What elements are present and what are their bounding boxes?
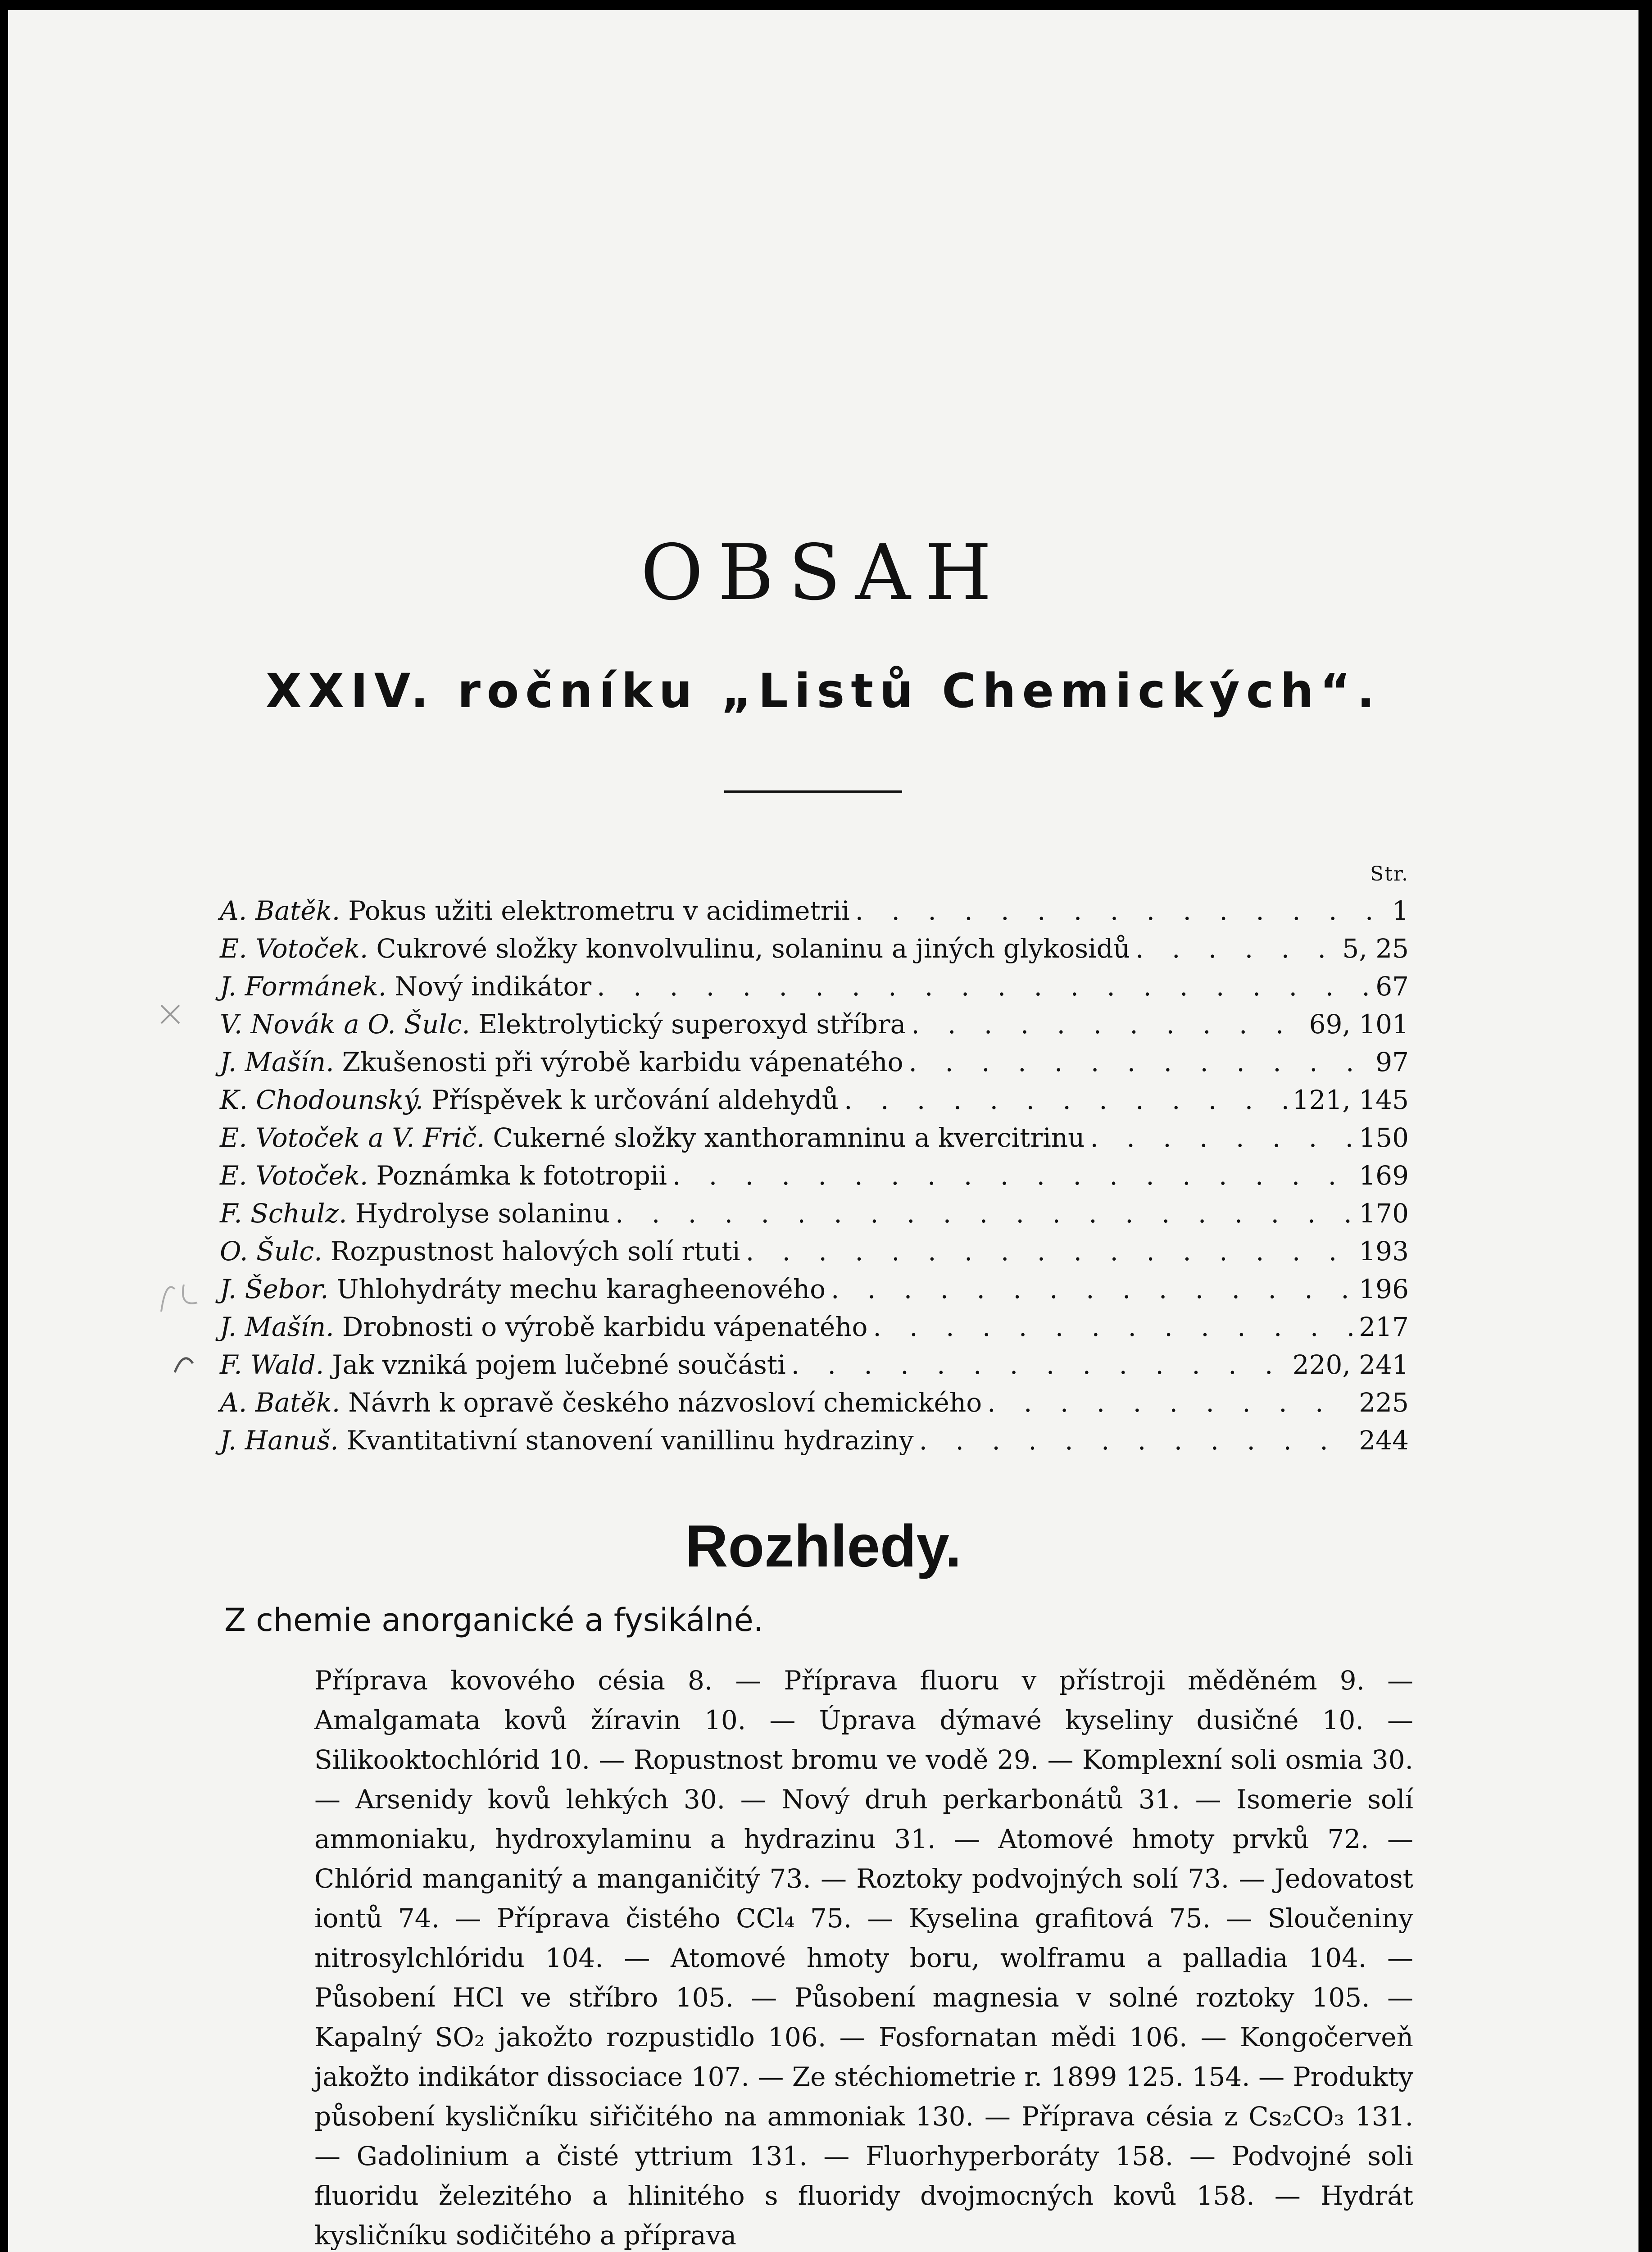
toc-leader-dots: [746, 1232, 1354, 1270]
toc-entry-title: Nový indikátor: [395, 971, 592, 1002]
review-paragraph: Příprava kovového césia 8. — Příprava fluoru v přístroji měděném 9. — Amalgamata kovů žíravin 10. — Úprava dýmavé kyseliny dusičné 10. — Silikooktochlórid 10. — Ropustnost bromu ve vodě 29. — Komplexní soli osmia 30. — Arsenidy kovů lehkých 30. — Nový druh perkarbonátů 31. — Isomerie solí ammoniaku, hydroxylaminu a hydrazinu 31. — Atomové hmoty prvků 72. — Chlórid manganitý a manganičitý 73. — Roztoky podvojných solí 73. — Jedovatost iontů 74. — Příprava čistého CCl₄ 75. — Kyselina grafitová 75. — Sloučeniny nitrosylchlóridu 104. — Atomové hmoty boru, wolframu a palladia 104. — Působení HCl ve stříbro 105. — Působení magnesia v solné roztoky 105. — Kapalný SO₂ jakožto rozpustidlo 106. — Fosfornatan mědi 106. — Kongočerveň jakožto indikátor dissociace 107. — Ze stéchiometrie r. 1899 125. 154. — Produkty působení kysličníku siřičitého na ammoniak 130. — Příprava césia z Cs₂CO₃ 131. — Gadolinium a čisté yttrium 131. — Fluorhyperboráty 158. — Podvojné soli fluoridu železitého a hlinitého s fluoridy dvojmocných kovů 158. — Hydrát kysličníku sodičitého a příprava: [314, 1665, 1413, 2251]
document-page: [8, 10, 1638, 2252]
toc-entry: [220, 1232, 1409, 1270]
toc-leader-dots: [844, 1081, 1287, 1119]
toc-entry-title: Hydrolyse solaninu: [355, 1198, 610, 1229]
toc-entry-pages: 217: [1359, 1312, 1409, 1342]
toc-entry-pages: 67: [1375, 971, 1409, 1002]
toc-entry-author: J. Formánek.: [220, 971, 387, 1002]
toc-entry-pages: 5, 25: [1342, 933, 1409, 964]
table-of-contents: [220, 892, 1409, 1459]
toc-entry: [220, 1081, 1409, 1119]
toc-entry: [220, 1005, 1409, 1043]
toc-entry-author: E. Votoček.: [220, 1160, 368, 1191]
volume-subtitle: XXIV. ročníku „Listů Chemických“.: [265, 663, 1381, 718]
toc-entry-author: E. Votoček a V. Frič.: [220, 1122, 485, 1153]
toc-entry-title: Zkušenosti při výrobě karbidu vápenatého: [342, 1047, 903, 1077]
toc-leader-dots: [919, 1421, 1354, 1459]
toc-leader-dots: [909, 1043, 1371, 1081]
toc-entry-title: Návrh k opravě českého názvosloví chemického: [348, 1387, 982, 1418]
toc-entry: [220, 1157, 1409, 1194]
toc-entry-author: A. Batěk.: [220, 1387, 340, 1418]
toc-entry-pages: 170: [1359, 1198, 1409, 1229]
toc-leader-dots: [615, 1194, 1353, 1232]
toc-leader-dots: [911, 1005, 1303, 1043]
toc-entry-pages: 121, 145: [1292, 1085, 1409, 1115]
toc-entry-title: Rozpustnost halových solí rtuti: [330, 1236, 740, 1267]
toc-entry-pages: 1: [1392, 895, 1409, 926]
toc-entry-title: Kvantitativní stanovení vanillinu hydraziny: [346, 1425, 914, 1456]
toc-entry: [220, 1270, 1409, 1308]
toc-entry-title: Uhlohydráty mechu karagheenového: [336, 1274, 826, 1304]
toc-entry-author: A. Batěk.: [220, 895, 340, 926]
toc-leader-dots: [831, 1270, 1353, 1308]
toc-entry-title: Elektrolytický superoxyd stříbra: [478, 1009, 906, 1040]
title-divider: [724, 790, 902, 793]
toc-leader-dots: [987, 1384, 1353, 1421]
pencil-mark-icon: [157, 1276, 206, 1316]
toc-entry-pages: 193: [1359, 1236, 1409, 1267]
toc-entry-pages: 69, 101: [1309, 1009, 1409, 1040]
toc-leader-dots: [791, 1346, 1287, 1384]
toc-entry-author: K. Chodounský.: [220, 1085, 424, 1115]
toc-entry-author: E. Votoček.: [220, 933, 368, 964]
toc-entry: [220, 1043, 1409, 1081]
toc-leader-dots: [1135, 930, 1337, 967]
toc-entry: [220, 1194, 1409, 1232]
toc-entry-title: Drobnosti o výrobě karbidu vápenatého: [342, 1312, 868, 1342]
toc-entry: [220, 1119, 1409, 1157]
toc-entry-author: J. Mašín.: [220, 1047, 334, 1077]
toc-entry: [220, 892, 1409, 930]
toc-entry: [220, 1384, 1409, 1421]
toc-leader-dots: [672, 1157, 1353, 1194]
document-title: OBSAH: [640, 528, 1006, 617]
toc-entry: [220, 930, 1409, 967]
toc-entry: [220, 1346, 1409, 1384]
toc-entry-title: Poznámka k fototropii: [376, 1160, 667, 1191]
toc-entry-pages: 150: [1359, 1122, 1409, 1153]
section-title: Rozhledy.: [685, 1513, 962, 1579]
toc-entry: [220, 1308, 1409, 1346]
toc-entry-pages: 225: [1359, 1387, 1409, 1418]
toc-entry: [220, 1421, 1409, 1459]
toc-leader-dots: [855, 892, 1387, 930]
toc-entry-title: Pokus užiti elektrometru v acidimetrii: [348, 895, 850, 926]
page-column-label: Str.: [1370, 863, 1409, 885]
pencil-mark-icon: [170, 1341, 206, 1377]
toc-entry-pages: 196: [1359, 1274, 1409, 1304]
toc-entry-pages: 220, 241: [1292, 1349, 1409, 1380]
toc-entry-author: J. Mašín.: [220, 1312, 334, 1342]
toc-entry-author: F. Wald.: [220, 1349, 324, 1380]
toc-entry-author: J. Šebor.: [220, 1274, 329, 1304]
toc-leader-dots: [1090, 1119, 1353, 1157]
subsection-title: Z chemie anorganické a fysikálné.: [224, 1602, 763, 1639]
toc-entry-title: Příspěvek k určování aldehydů: [431, 1085, 839, 1115]
toc-entry-title: Cukrové složky konvolvulinu, solaninu a jiných glykosidů: [376, 933, 1130, 964]
toc-entry-pages: 97: [1375, 1047, 1409, 1077]
toc-entry-pages: 169: [1359, 1160, 1409, 1191]
toc-entry-author: O. Šulc.: [220, 1236, 322, 1267]
toc-entry-pages: 244: [1359, 1425, 1409, 1456]
toc-leader-dots: [873, 1308, 1353, 1346]
toc-leader-dots: [597, 967, 1370, 1005]
toc-entry-author: V. Novák a O. Šulc.: [220, 1009, 470, 1040]
toc-entry-author: F. Schulz.: [220, 1198, 347, 1229]
toc-entry-title: Cukerné složky xanthoramninu a kvercitrinu: [493, 1122, 1085, 1153]
toc-entry-author: J. Hanuš.: [220, 1425, 339, 1456]
toc-entry-title: Jak vzniká pojem lučebné součásti: [332, 1349, 786, 1380]
pencil-mark-icon: [157, 1001, 188, 1032]
toc-entry: [220, 967, 1409, 1005]
